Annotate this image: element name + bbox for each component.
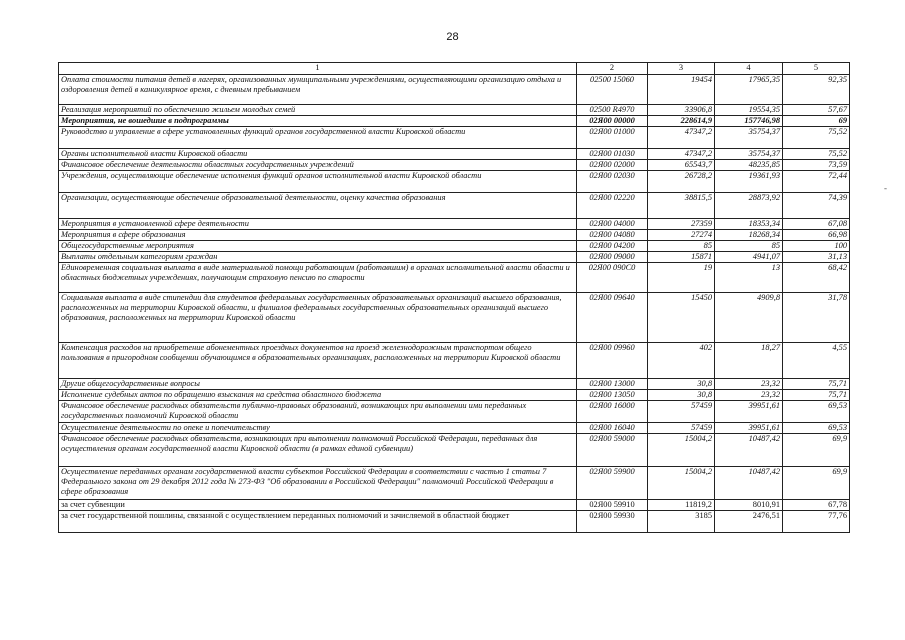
- row-fact-cell: 39951,61: [715, 423, 783, 434]
- row-code-cell: 02Я00 01000: [577, 127, 648, 149]
- table-row: [59, 401, 850, 423]
- row-fact-cell: 85: [715, 241, 783, 252]
- row-name-cell: Финансовое обеспечение расходных обязательств публично-правовых образований, возникающих при выполнении ими переданных государственных полномочий Кировской области: [59, 401, 577, 423]
- table-row: [59, 149, 850, 160]
- row-plan-cell: 15004,2: [648, 467, 715, 500]
- row-percent-cell: 75,52: [783, 127, 850, 149]
- row-fact-cell: 10487,42: [715, 434, 783, 467]
- row-fact-cell: 17965,35: [715, 75, 783, 105]
- table-row: [59, 160, 850, 171]
- table-row: [59, 230, 850, 241]
- row-percent-cell: 67,78: [783, 500, 850, 511]
- row-code-cell: 02Я00 01030: [577, 149, 648, 160]
- row-name-cell: за счет субвенции: [59, 500, 577, 511]
- row-name-cell: за счет государственной пошлины, связанной с осуществлением переданных полномочий и зачисляемой в областной бюджет: [59, 511, 577, 533]
- table-header-row: [59, 63, 850, 75]
- row-plan-cell: 228614,9: [648, 116, 715, 127]
- table-row: [59, 116, 850, 127]
- row-fact-cell: 18268,34: [715, 230, 783, 241]
- row-name-cell: Мероприятия, не вошедшие в подпрограммы: [59, 116, 577, 127]
- row-plan-cell: 402: [648, 343, 715, 379]
- row-name-cell: Общегосударственные мероприятия: [59, 241, 577, 252]
- table-row: [59, 500, 850, 511]
- row-name-cell: Единовременная социальная выплата в виде материальной помощи работающим (работавшим) в органах исполнительной власти области и областных бюджетных учреждениях, получающим страховую пенсию по старости: [59, 263, 577, 293]
- row-percent-cell: 72,44: [783, 171, 850, 193]
- row-fact-cell: 23,32: [715, 379, 783, 390]
- row-name-cell: Осуществление переданных органам государственной власти субъектов Российской Федерации в соответствии с частью 1 статьи 7 Федерального закона от 29 декабря 2012 года № 273-ФЗ "Об образовании в Российской Федерации" полномочий Российской Федерации в сфере образования: [59, 467, 577, 500]
- row-fact-cell: 157746,98: [715, 116, 783, 127]
- row-plan-cell: 15004,2: [648, 434, 715, 467]
- row-code-cell: 02Я00 59000: [577, 434, 648, 467]
- row-name-cell: Финансовое обеспечение расходных обязательств, возникающих при выполнении полномочий Российской Федерации, переданных для осуществления органам государственной власти Кировской области (в рамках единой субвенции): [59, 434, 577, 467]
- row-fact-cell: 48235,85: [715, 160, 783, 171]
- row-code-cell: 02500 R4970: [577, 105, 648, 116]
- row-plan-cell: 19454: [648, 75, 715, 105]
- row-code-cell: 02Я00 09960: [577, 343, 648, 379]
- row-plan-cell: 85: [648, 241, 715, 252]
- row-percent-cell: 57,67: [783, 105, 850, 116]
- row-code-cell: 02Я00 13000: [577, 379, 648, 390]
- row-name-cell: Реализация мероприятий по обеспечению жильем молодых семей: [59, 105, 577, 116]
- table-row: [59, 252, 850, 263]
- row-fact-cell: 35754,37: [715, 149, 783, 160]
- row-fact-cell: 8010,91: [715, 500, 783, 511]
- row-plan-cell: 27274: [648, 230, 715, 241]
- row-fact-cell: 19361,93: [715, 171, 783, 193]
- row-plan-cell: 26728,2: [648, 171, 715, 193]
- row-code-cell: 02Я00 16040: [577, 423, 648, 434]
- table-row: [59, 467, 850, 500]
- row-plan-cell: 47347,2: [648, 149, 715, 160]
- row-percent-cell: 68,42: [783, 263, 850, 293]
- table-row: [59, 379, 850, 390]
- table-row: [59, 293, 850, 343]
- row-code-cell: 02Я00 09640: [577, 293, 648, 343]
- row-name-cell: Исполнение судебных актов по обращению взыскания на средства областного бюджета: [59, 390, 577, 401]
- row-percent-cell: 69,53: [783, 401, 850, 423]
- row-code-cell: 02Я00 02030: [577, 171, 648, 193]
- row-code-cell: 02Я00 59900: [577, 467, 648, 500]
- row-code-cell: 02Я00 00000: [577, 116, 648, 127]
- row-code-cell: 02Я00 04000: [577, 219, 648, 230]
- row-plan-cell: 57459: [648, 401, 715, 423]
- row-code-cell: 02Я00 02220: [577, 193, 648, 219]
- row-name-cell: Учреждения, осуществляющие обеспечение исполнения функций органов исполнительной власти Кировской области: [59, 171, 577, 193]
- row-code-cell: 02Я00 59910: [577, 500, 648, 511]
- table-row: [59, 241, 850, 252]
- row-fact-cell: 35754,37: [715, 127, 783, 149]
- row-name-cell: Социальная выплата в виде стипендии для студентов федеральных государственных образовательных организаций высшего образования, расположенных на территории Кировской области, и филиалов федеральных государственных образовательных организаций высшего образования, расположенных на территории Кировской области: [59, 293, 577, 343]
- row-fact-cell: 19554,35: [715, 105, 783, 116]
- row-plan-cell: 27359: [648, 219, 715, 230]
- row-plan-cell: 15871: [648, 252, 715, 263]
- row-plan-cell: 47347,2: [648, 127, 715, 149]
- row-code-cell: 02Я00 04080: [577, 230, 648, 241]
- page-number: 28: [446, 31, 459, 43]
- row-percent-cell: 66,98: [783, 230, 850, 241]
- row-name-cell: Финансовое обеспечение деятельности областных государственных учреждений: [59, 160, 577, 171]
- row-code-cell: 02Я00 04200: [577, 241, 648, 252]
- row-name-cell: Оплата стоимости питания детей в лагерях, организованных муниципальными учреждениями, осуществляющими организацию отдыха и оздоровления детей в каникулярное время, с дневным пребыванием: [59, 75, 577, 105]
- row-percent-cell: 4,55: [783, 343, 850, 379]
- header-col-1: 1: [59, 63, 577, 75]
- table-row: [59, 171, 850, 193]
- row-code-cell: 02Я00 02000: [577, 160, 648, 171]
- row-fact-cell: 10487,42: [715, 467, 783, 500]
- row-name-cell: Мероприятия в установленной сфере деятельности: [59, 219, 577, 230]
- row-name-cell: Организации, осуществляющие обеспечение образовательной деятельности, оценку качества образования: [59, 193, 577, 219]
- row-percent-cell: 73,59: [783, 160, 850, 171]
- row-percent-cell: 92,35: [783, 75, 850, 105]
- table-row: [59, 75, 850, 105]
- table-row: [59, 434, 850, 467]
- row-plan-cell: 33906,8: [648, 105, 715, 116]
- row-plan-cell: 57459: [648, 423, 715, 434]
- margin-mark: -: [884, 183, 887, 193]
- row-plan-cell: 38815,5: [648, 193, 715, 219]
- row-code-cell: 02Я00 09000: [577, 252, 648, 263]
- row-fact-cell: 18,27: [715, 343, 783, 379]
- row-percent-cell: 69: [783, 116, 850, 127]
- table-row: [59, 127, 850, 149]
- row-code-cell: 02Я00 59930: [577, 511, 648, 533]
- row-percent-cell: 31,13: [783, 252, 850, 263]
- row-name-cell: Компенсация расходов на приобретение абонементных проездных документов на проезд железнодорожным транспортом общего пользования в пригородном сообщении обучающимся в образовательных организациях, расположенных на территории Кировской области: [59, 343, 577, 379]
- row-fact-cell: 39951,61: [715, 401, 783, 423]
- row-name-cell: Органы исполнительной власти Кировской области: [59, 149, 577, 160]
- row-plan-cell: 3185: [648, 511, 715, 533]
- row-name-cell: Мероприятия в сфере образования: [59, 230, 577, 241]
- header-col-3: 3: [648, 63, 715, 75]
- header-col-2: 2: [577, 63, 648, 75]
- budget-table: [58, 62, 850, 533]
- table-row: [59, 343, 850, 379]
- row-percent-cell: 100: [783, 241, 850, 252]
- header-col-5: 5: [783, 63, 850, 75]
- row-percent-cell: 67,08: [783, 219, 850, 230]
- table-row: [59, 219, 850, 230]
- row-fact-cell: 4909,8: [715, 293, 783, 343]
- row-plan-cell: 11819,2: [648, 500, 715, 511]
- table-row: [59, 193, 850, 219]
- row-fact-cell: 28873,92: [715, 193, 783, 219]
- row-fact-cell: 4941,07: [715, 252, 783, 263]
- row-name-cell: Осуществление деятельности по опеке и попечительству: [59, 423, 577, 434]
- row-percent-cell: 69,9: [783, 434, 850, 467]
- row-percent-cell: 75,71: [783, 390, 850, 401]
- header-col-4: 4: [715, 63, 783, 75]
- table-row: [59, 390, 850, 401]
- row-fact-cell: 18353,34: [715, 219, 783, 230]
- row-plan-cell: 30,8: [648, 379, 715, 390]
- table-row: [59, 263, 850, 293]
- row-name-cell: Руководство и управление в сфере установленных функций органов государственной власти Кировской области: [59, 127, 577, 149]
- row-percent-cell: 75,71: [783, 379, 850, 390]
- table-row: [59, 511, 850, 533]
- row-code-cell: 02500 15060: [577, 75, 648, 105]
- row-plan-cell: 19: [648, 263, 715, 293]
- row-code-cell: 02Я00 16000: [577, 401, 648, 423]
- row-plan-cell: 30,8: [648, 390, 715, 401]
- row-code-cell: 02Я00 090С0: [577, 263, 648, 293]
- row-name-cell: Другие общегосударственные вопросы: [59, 379, 577, 390]
- row-percent-cell: 74,39: [783, 193, 850, 219]
- row-plan-cell: 15450: [648, 293, 715, 343]
- row-fact-cell: 13: [715, 263, 783, 293]
- row-name-cell: Выплаты отдельным категориям граждан: [59, 252, 577, 263]
- row-percent-cell: 69,9: [783, 467, 850, 500]
- row-code-cell: 02Я00 13050: [577, 390, 648, 401]
- row-plan-cell: 65543,7: [648, 160, 715, 171]
- table-row: [59, 423, 850, 434]
- table-row: [59, 105, 850, 116]
- row-percent-cell: 31,78: [783, 293, 850, 343]
- row-fact-cell: 23,32: [715, 390, 783, 401]
- row-percent-cell: 77,76: [783, 511, 850, 533]
- table-body: [59, 75, 850, 533]
- row-percent-cell: 75,52: [783, 149, 850, 160]
- row-fact-cell: 2476,51: [715, 511, 783, 533]
- row-percent-cell: 69,53: [783, 423, 850, 434]
